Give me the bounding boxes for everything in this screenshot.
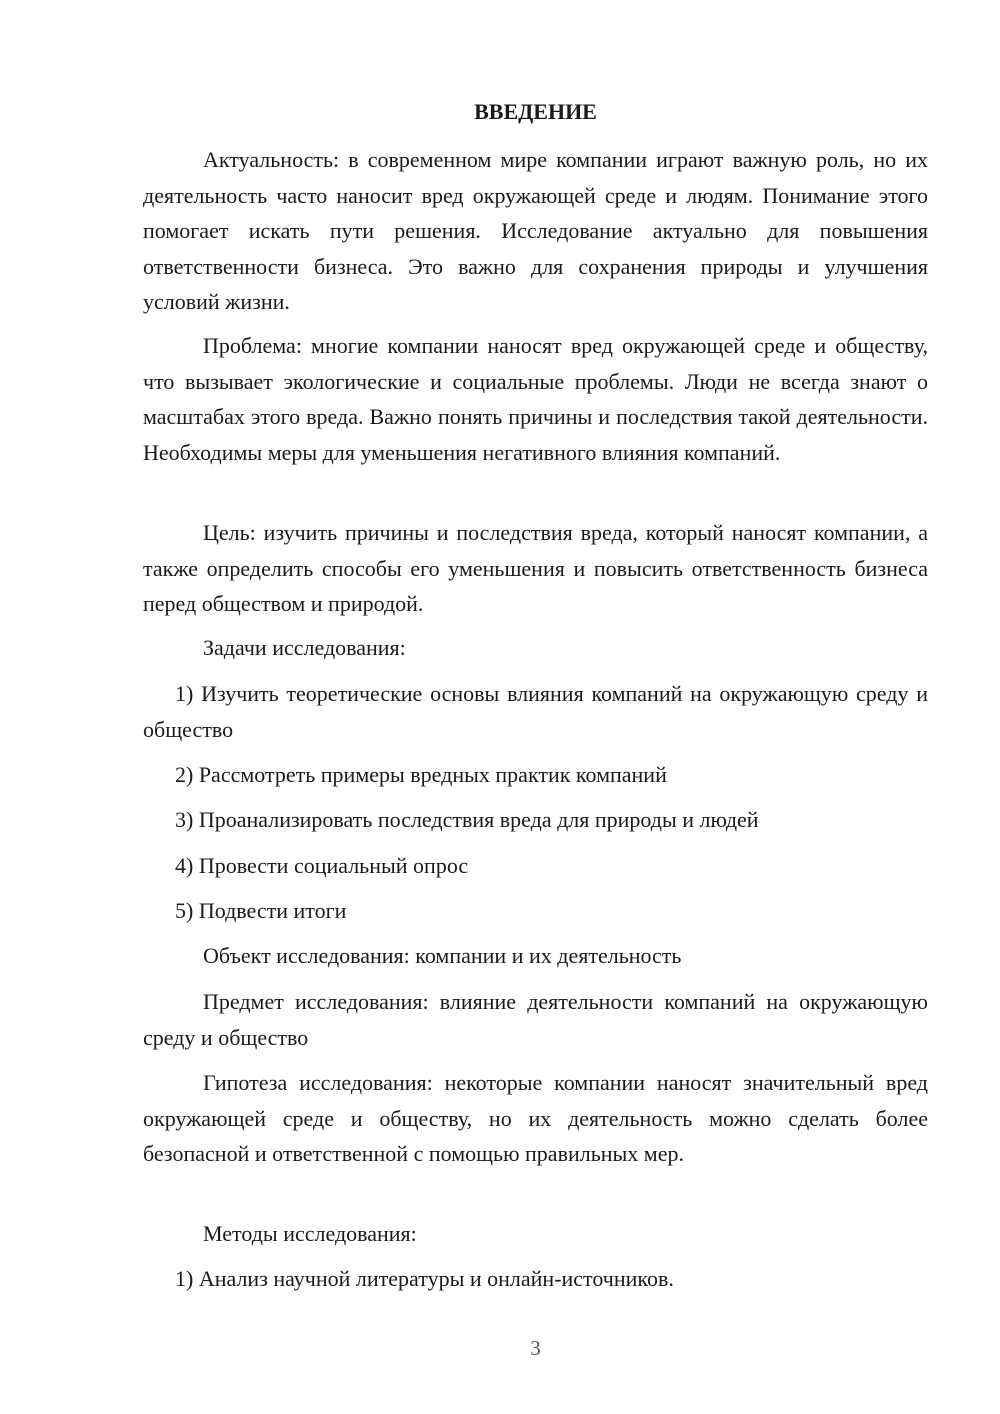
- paragraph-subject: Предмет исследования: влияние деятельности компаний на окружающую среду и общество: [143, 989, 928, 1050]
- list-item-task-3: 3) Проанализировать последствия вреда для природы и людей: [175, 807, 759, 832]
- paragraph-relevance: Актуальность: в современном мире компании играют важную роль, но их деятельность часто наносит вред окружающей среде и людям. Понимание этого помогает искать пути решения. Исследование актуально для повышения ответственности бизнеса. Это важно для сохранения природы и улучшения условий жизни.: [143, 147, 928, 314]
- section-title: ВВЕДЕНИЕ: [474, 99, 597, 124]
- paragraph-object: Объект исследования: компании и их деятельность: [203, 943, 682, 968]
- list-item-task-1: 1) Изучить теоретические основы влияния компаний на окружающую среду и общество: [143, 681, 928, 742]
- tasks-heading: Задачи исследования:: [203, 635, 406, 660]
- paragraph-problem: Проблема: многие компании наносят вред окружающей среде и обществу, что вызывает экологические и социальные проблемы. Люди не всегда знают о масштабах этого вреда. Важно понять причины и последствия такой деятельности. Необходимы меры для уменьшения негативного влияния компаний.: [143, 333, 928, 465]
- page-number: 3: [530, 1336, 541, 1360]
- list-item-task-5: 5) Подвести итоги: [175, 898, 347, 923]
- document-page: [143, 0, 928, 1414]
- paragraph-goal: Цель: изучить причины и последствия вреда, который наносят компании, а также определить способы его уменьшения и повысить ответственность бизнеса перед обществом и природой.: [143, 520, 928, 616]
- list-item-method-1: 1) Анализ научной литературы и онлайн-источников.: [175, 1266, 674, 1291]
- methods-heading: Методы исследования:: [203, 1221, 417, 1246]
- list-item-task-2: 2) Рассмотреть примеры вредных практик компаний: [175, 762, 667, 787]
- list-item-task-4: 4) Провести социальный опрос: [175, 853, 469, 878]
- paragraph-hypothesis: Гипотеза исследования: некоторые компании наносят значительный вред окружающей среде и обществу, но их деятельность можно сделать более безопасной и ответственной с помощью правильных мер.: [143, 1070, 928, 1166]
